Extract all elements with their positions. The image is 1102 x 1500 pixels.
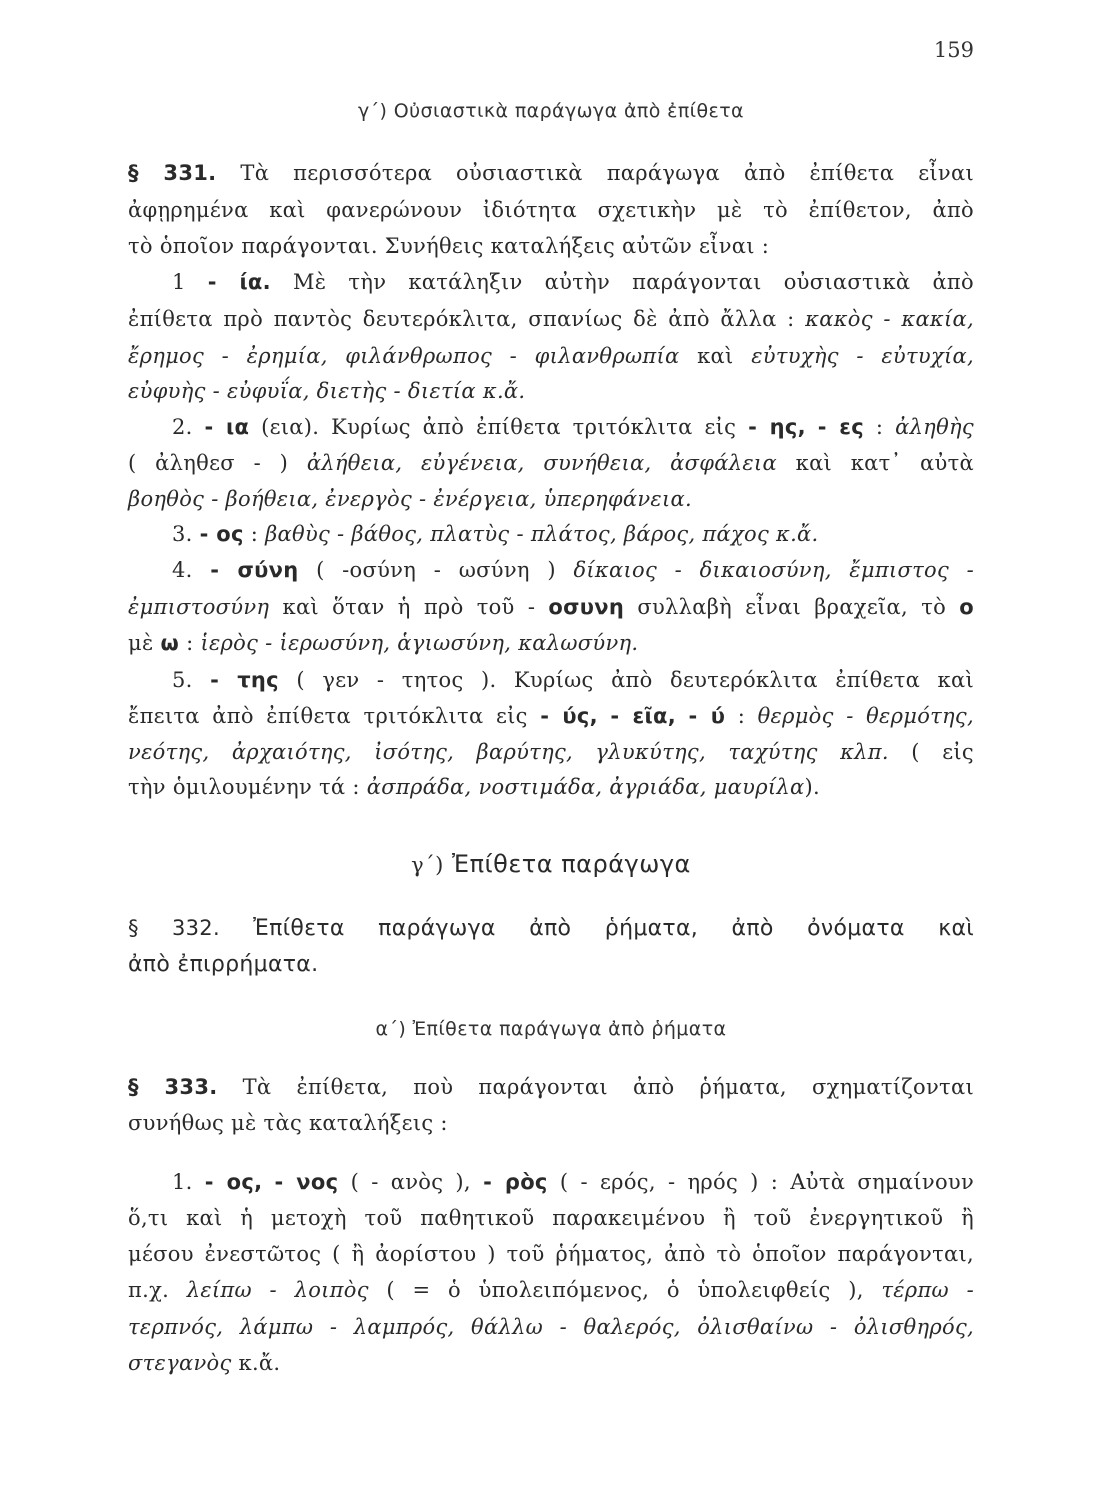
p331-number: § 331.	[128, 161, 217, 185]
item4-text: καὶ ὅταν ἡ πρὸ τοῦ -	[282, 595, 536, 619]
p333-item1-suffix-ros: - ρὸς	[483, 1170, 548, 1194]
item4-examples-2: ἱερὸς - ἱερωσύνη, ἁγιωσύνη, καλωσύνη.	[200, 631, 639, 655]
item2-examples: ἀλήθεια, εὐγένεια, συνήθεια, ἀσφάλεια	[306, 451, 777, 475]
item4-examples: δίκαιος - δικαιοσύνη, ἔμπιστος -	[573, 558, 974, 582]
item5-example: θερμὸς - θερμότης,	[757, 704, 974, 728]
p331-line-2: ἀφῃρημένα καὶ φανερώνουν ἰδιότητα σχετικὴν μὲ τὸ ἐπίθετον, ἀπὸ	[128, 198, 974, 222]
p333-number: § 333.	[128, 1075, 218, 1099]
item5-close: ).	[804, 775, 820, 799]
item2-suffix-es2: - ες	[817, 415, 864, 439]
section-heading-adjectives	[0, 850, 1102, 878]
p333-item1-number: 1.	[172, 1170, 193, 1194]
item1-line-3	[128, 346, 974, 367]
p333-example-3: στεγανὸς	[128, 1351, 232, 1375]
item5-colon: :	[737, 704, 746, 728]
item1-line-2	[128, 309, 974, 330]
item2-stem: ( ἀληθεσ - )	[128, 451, 289, 475]
item1-suffix: - ία.	[207, 270, 271, 294]
item2-text-2: καὶ κατ᾽ αὐτὰ	[795, 451, 974, 475]
item3-line	[128, 524, 974, 545]
p333-item1-suffix-nos: - νος	[274, 1170, 339, 1194]
item1-conj: καὶ	[697, 344, 734, 368]
p332-text: Ἐπίθετα παράγωγα ἀπὸ ῥήματα, ἀπὸ ὀνόματα καὶ	[253, 916, 975, 941]
item5-modern-examples: ἀσπράδα, νοστιμάδα, ἀγριάδα, μαυρίλα	[366, 775, 805, 799]
item4-letter-omega: ω	[160, 631, 180, 655]
item5-examples: νεότης, ἀρχαιότης, ἰσότης, βαρύτης, γλυκύτης, ταχύτης κλπ.	[128, 740, 889, 764]
item5-line-2	[128, 706, 974, 727]
item2-line-2	[128, 453, 974, 474]
item5-line-3	[128, 742, 974, 763]
subheading-nouns-from-adjectives: γ΄) Οὐσιαστικὰ παράγωγα ἀπὸ ἐπίθετα	[358, 100, 744, 122]
item4-line-3	[128, 633, 974, 654]
item3-colon: :	[250, 522, 259, 546]
item5-line-4	[128, 777, 974, 798]
item3-suffix: - ος	[199, 522, 244, 546]
item5-suffix-y: - ύ	[688, 704, 726, 728]
p333-eg: π.χ.	[128, 1278, 170, 1302]
item5-number: 5.	[172, 668, 193, 692]
item5-text: ( γεν - τητος ). Κυρίως ἀπὸ δευτερόκλιτα ἐπίθετα καὶ	[296, 668, 974, 692]
item1-text-2: ἐπίθετα πρὸ παντὸς δευτερόκλιτα, σπανίως δὲ ἀπὸ ἄλλα :	[128, 307, 795, 331]
p331-line-1	[128, 163, 974, 184]
item4-text-2: συλλαβὴ εἶναι βραχεῖα, τὸ	[637, 595, 947, 619]
item5-suffix: - της	[210, 668, 279, 692]
item4-colon: :	[186, 631, 194, 655]
p333-line-2: συνήθως μὲ τὰς καταλήξεις :	[128, 1111, 448, 1135]
p333-text: Τὰ ἐπίθετα, ποὺ παράγονται ἀπὸ ῥήματα, σχηματίζονται	[242, 1075, 974, 1099]
item3-examples: βαθὺς - βάθος, πλατὺς - πλάτος, βάρος, πάχος κ.ἄ.	[265, 522, 819, 546]
item4-example-2: ἐμπιστοσύνη	[128, 595, 270, 619]
item4-number: 4.	[172, 558, 193, 582]
p332-line-2: ἀπὸ ἐπιρρήματα.	[128, 952, 319, 977]
item2-colon: :	[875, 415, 884, 439]
item5-paren: ( εἰς	[911, 740, 974, 764]
p333-item1-line-1	[128, 1172, 974, 1193]
page-number: 159	[933, 38, 974, 62]
p333-etc: κ.ἄ.	[238, 1351, 281, 1375]
item4-variants: ( -οσύνη - ωσύνη )	[316, 558, 556, 582]
p333-item1-line-2: ὅ,τι καὶ ἡ μετοχὴ τοῦ παθητικοῦ παρακειμένου ἢ τοῦ ἐνεργητικοῦ ἢ	[128, 1206, 974, 1230]
p333-item1-line-6	[128, 1353, 974, 1374]
item3-number: 3.	[172, 522, 193, 546]
item4-with: μὲ	[128, 631, 154, 655]
item5-suffix-ys: - ύς,	[540, 704, 598, 728]
p333-item1-line-5: τερπνός, λάμπω - λαμπρός, θάλλω - θαλερός, ὀλισθαίνω - ὀλισθηρός,	[128, 1315, 974, 1339]
item1-example-1: κακὸς - κακία,	[805, 307, 974, 331]
item2-text: (εια). Κυρίως ἀπὸ ἐπίθετα τριτόκλιτα εἰς	[261, 415, 737, 439]
item5-modern: τὴν ὁμιλουμένην τά :	[128, 775, 360, 799]
p333-example-1: λείπω - λοιπὸς	[186, 1278, 369, 1302]
item4-line-1	[128, 560, 974, 581]
p333-gloss: ( = ὁ ὑπολειπόμενος, ὁ ὑπολειφθείς ),	[386, 1278, 864, 1302]
p331-text: Τὰ περισσότερα οὐσιαστικὰ παράγωγα ἀπὸ ἐπίθετα εἶναι	[240, 161, 974, 185]
item2-number: 2.	[172, 415, 193, 439]
item1-example-2: ἔρημος - ἐρημία, φιλάνθρωπος - φιλανθρωπία	[128, 344, 680, 368]
item1-number: 1	[172, 270, 186, 294]
item5-suffix-eia: - εῖα,	[610, 704, 677, 728]
p333-line-1	[128, 1077, 974, 1098]
p331-line-3: τὸ ὁποῖον παράγονται. Συνήθεις καταλήξεις αὐτῶν εἶναι :	[128, 234, 770, 258]
item1-text: Μὲ τὴν κατάληξιν αὐτὴν παράγονται οὐσιαστικὰ ἀπὸ	[293, 270, 974, 294]
subheading-adjectives-from-verbs: α΄) Ἐπίθετα παράγωγα ἀπὸ ῥήματα	[375, 1018, 727, 1040]
item5-line-1	[128, 670, 974, 691]
item2-example: ἀληθὴς	[895, 415, 974, 439]
p333-item1-suffix-os: - ος,	[204, 1170, 263, 1194]
item4-letter-o: ο	[959, 595, 974, 619]
item4-line-2	[128, 597, 974, 618]
item5-text-2: ἔπειτα ἀπὸ ἐπίθετα τριτόκλιτα εἰς	[128, 704, 528, 728]
item4-syllable: οσυνη	[548, 595, 625, 619]
p332-line-1	[128, 918, 974, 940]
item2-suffix-es: - ης,	[748, 415, 806, 439]
item1-line-4: εὐφυὴς - εὐφυΐα, διετὴς - διετία κ.ἄ.	[128, 379, 526, 403]
item2-suffix: - ια	[204, 415, 250, 439]
item2-line-1	[128, 417, 974, 438]
item1-line-1	[128, 272, 974, 293]
item4-suffix: - σύνη	[210, 558, 299, 582]
p332-number: § 332.	[128, 916, 220, 940]
p333-example-2: τέρπω -	[881, 1278, 974, 1302]
p333-item1-line-4	[128, 1280, 974, 1301]
p333-item1-variant-2: ( - ερός, - ηρός ) : Αὐτὰ σημαίνουν	[559, 1170, 975, 1194]
section-title: Ἐπίθετα παράγωγα	[452, 850, 691, 878]
item2-line-3: βοηθὸς - βοήθεια, ἐνεργὸς - ἐνέργεια, ὑπερηφάνεια.	[128, 487, 692, 511]
section-label: γ΄)	[411, 853, 444, 877]
p333-item1-line-3: μέσου ἐνεστῶτος ( ἢ ἀορίστου ) τοῦ ῥήματος, ἀπὸ τὸ ὁποῖον παράγονται,	[128, 1242, 974, 1266]
p333-item1-variant-1: ( - ανὸς ),	[350, 1170, 471, 1194]
item1-example-3: εὐτυχὴς - εὐτυχία,	[751, 344, 975, 368]
